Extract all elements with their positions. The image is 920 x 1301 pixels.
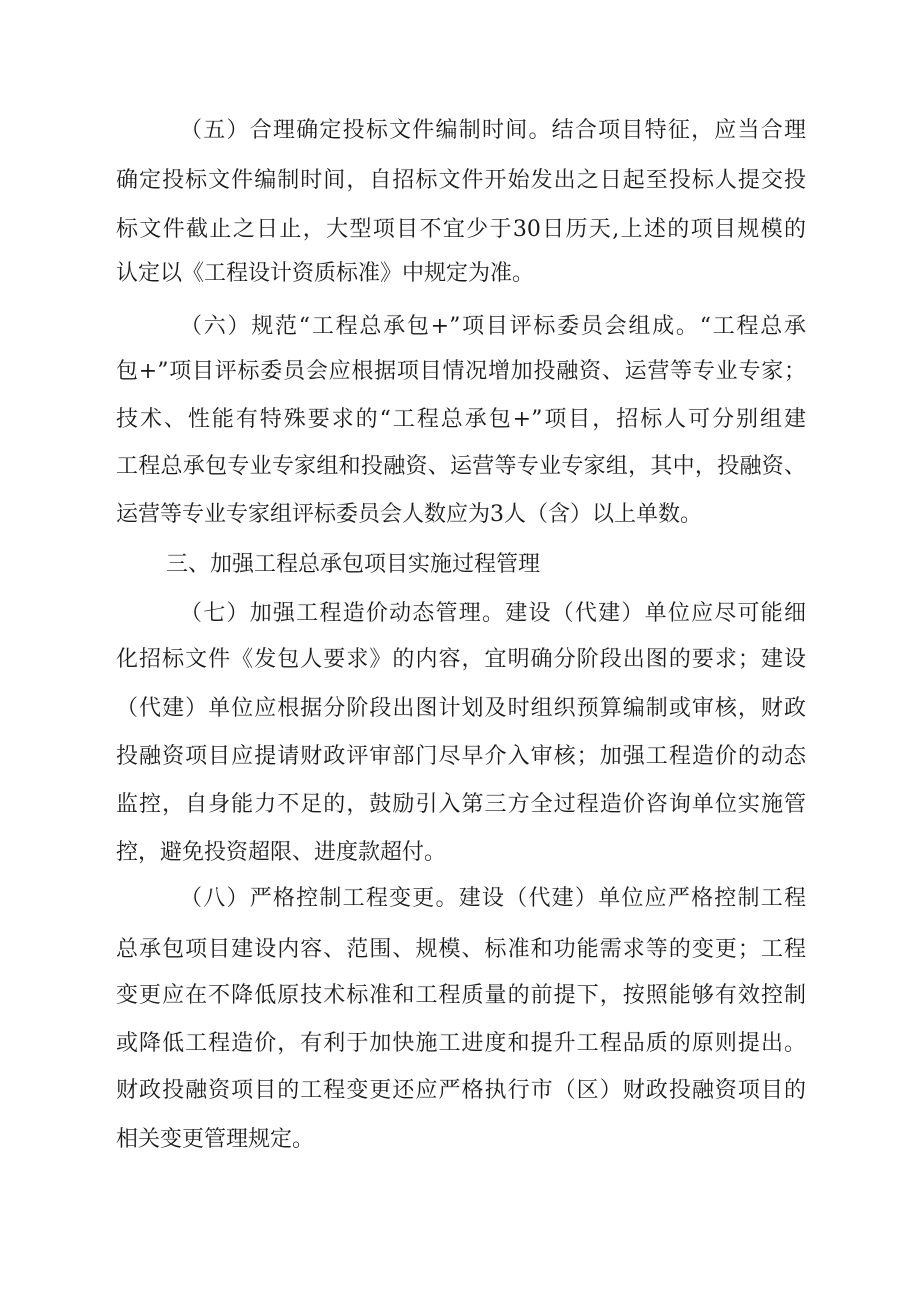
section-3-heading: 三、加强工程总承包项目实施过程管理 (166, 552, 541, 577)
paragraph-6-line-5: 运营等专业专家组评标委员会人数应为3人（含）以上单数。 (116, 502, 702, 527)
paragraph-8-line-1: （八）严格控制工程变更。建设（代建）单位应严格控制工程 (180, 886, 806, 911)
paragraph-5-line-2: 确定投标文件编制时间，自招标文件开始发出之日起至投标人提交投 (116, 168, 806, 193)
paragraph-5-line-1: （五）合理确定投标文件编制时间。结合项目特征，应当合理 (180, 118, 806, 143)
paragraph-7-line-3: （代建）单位应根据分阶段出图计划及时组织预算编制或审核，财政 (116, 696, 806, 721)
paragraph-8-line-3: 变更应在不降低原技术标准和工程质量的前提下，按照能够有效控制 (116, 983, 806, 1008)
paragraph-6-line-1: （六）规范“工程总承包+”项目评标委员会组成。“工程总承 (180, 314, 806, 339)
paragraph-5-line-4: 认定以《工程设计资质标准》中规定为准。 (116, 261, 535, 286)
paragraph-7-line-4: 投融资项目应提请财政评审部门尽早介入审核；加强工程造价的动态 (116, 744, 806, 769)
paragraph-6-line-2: 包+”项目评标委员会应根据项目情况增加投融资、运营等专业专家； (116, 359, 806, 384)
paragraph-7-line-6: 控，避免投资超限、进度款超付。 (116, 840, 447, 865)
paragraph-7-line-1: （七）加强工程造价动态管理。建设（代建）单位应尽可能细 (180, 601, 806, 626)
paragraph-8-line-6: 相关变更管理规定。 (116, 1127, 315, 1152)
paragraph-6-line-3: 技术、性能有特殊要求的“工程总承包+”项目，招标人可分别组建 (116, 407, 806, 432)
paragraph-6-line-4: 工程总承包专业专家组和投融资、运营等专业专家组，其中，投融资、 (116, 454, 806, 479)
paragraph-8-line-5: 财政投融资项目的工程变更还应严格执行市（区）财政投融资项目的 (116, 1078, 806, 1103)
paragraph-7-line-5: 监控，自身能力不足的，鼓励引入第三方全过程造价咨询单位实施管 (116, 792, 806, 817)
paragraph-8-line-2: 总承包项目建设内容、范围、规模、标准和功能需求等的变更；工程 (116, 937, 806, 962)
paragraph-7-line-2: 化招标文件《发包人要求》的内容，宜明确分阶段出图的要求；建设 (116, 647, 806, 672)
paragraph-8-line-4: 或降低工程造价，有利于加快施工进度和提升工程品质的原则提出。 (116, 1031, 806, 1056)
paragraph-5-line-3: 标文件截止之日止，大型项目不宜少于30日历天,上述的项目规模的 (116, 217, 806, 242)
